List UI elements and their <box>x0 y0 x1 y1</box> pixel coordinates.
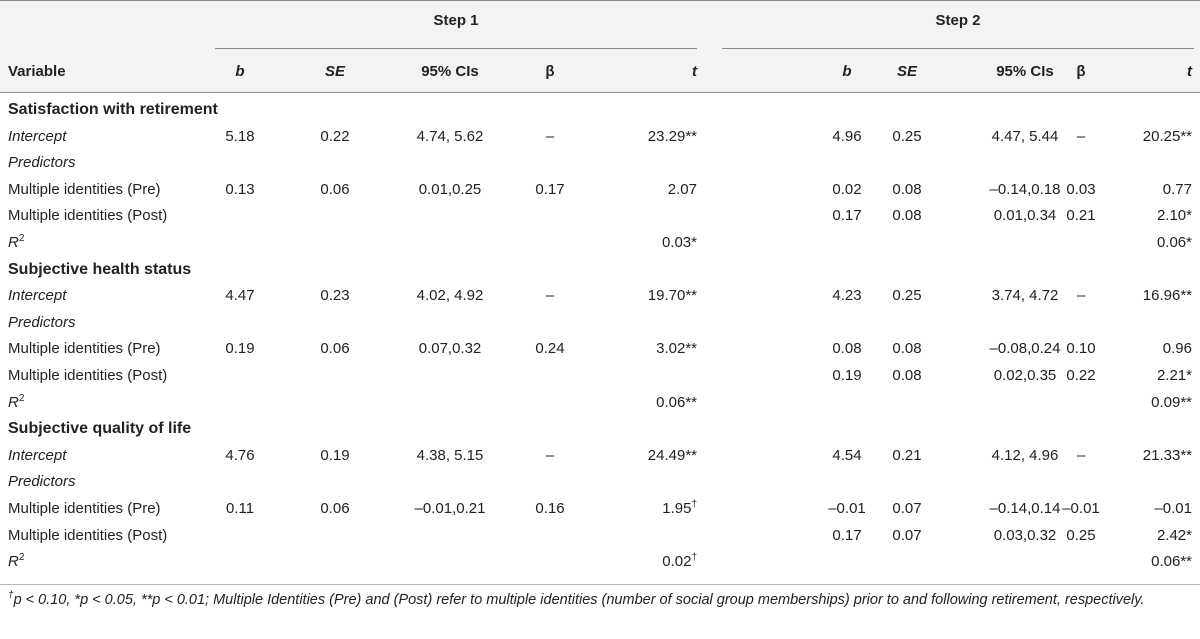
row-label: Multiple identities (Pre) <box>8 340 161 357</box>
step1-col-header-0: b <box>235 63 245 80</box>
table-cell: –0.14,0.18 <box>989 181 1061 198</box>
row-label: Intercept <box>8 128 67 145</box>
table-cell: 0.77 <box>1162 181 1192 198</box>
table-cell: 2.21* <box>1156 367 1192 384</box>
table-cell: 0.08 <box>892 367 922 384</box>
table-cell: 0.06 <box>320 181 350 198</box>
table-cell: 0.01,0.25 <box>418 181 482 198</box>
table-cell: 0.16 <box>535 500 565 517</box>
row-label: $R^2$ <box>8 233 25 251</box>
table-cell: 0.21 <box>1066 207 1096 224</box>
table-cell: 0.01,0.34 <box>993 207 1057 224</box>
table-row <box>0 336 1200 362</box>
table-cell: 0.10 <box>1066 340 1096 357</box>
table-cell: 4.96 <box>832 128 862 145</box>
row-label: Predictors <box>8 154 76 171</box>
section-title-row <box>0 416 1200 442</box>
table-cell: – <box>545 128 555 145</box>
step2-underline <box>722 48 1194 49</box>
step-header-row <box>0 8 1200 34</box>
table-cell: 0.25 <box>892 287 922 304</box>
table-row <box>0 363 1200 389</box>
table-cell: 0.23 <box>320 287 350 304</box>
step2-col-header-1: SE <box>896 63 917 80</box>
table-cell: 0.06** <box>656 394 697 411</box>
table-cell: 0.08 <box>892 181 922 198</box>
table-cell: 0.17 <box>832 207 862 224</box>
table-cell: 0.21 <box>892 447 922 464</box>
table-cell: 4.23 <box>832 287 862 304</box>
table-cell: 1.95† <box>662 499 697 517</box>
table-cell: – <box>1076 447 1086 464</box>
table-cell: – <box>545 287 555 304</box>
column-header-row <box>0 59 1200 85</box>
table-cell: 0.22 <box>1066 367 1096 384</box>
table-cell: 2.07 <box>667 181 697 198</box>
table-cell: 0.19 <box>225 340 255 357</box>
step1-col-header-4: t <box>692 63 697 80</box>
table-cell: 3.74, 4.72 <box>991 287 1059 304</box>
table-row <box>0 310 1200 336</box>
table-cell: 4.47 <box>225 287 255 304</box>
step1-header: Step 1 <box>433 12 479 29</box>
table-cell: 0.06** <box>1151 553 1192 570</box>
table-row <box>0 177 1200 203</box>
table-cell: 3.02** <box>656 340 697 357</box>
table-cell: –0.01 <box>1154 500 1192 517</box>
table-cell: 0.25 <box>1066 527 1096 544</box>
table-cell: 0.06* <box>1156 234 1192 251</box>
table-cell: 4.74, 5.62 <box>416 128 484 145</box>
table-cell: –0.14,0.14 <box>989 500 1061 517</box>
table-row <box>0 124 1200 150</box>
step1-col-header-3: β <box>545 63 555 80</box>
table-row <box>0 549 1200 575</box>
variable-column-header: Variable <box>8 63 66 80</box>
table-cell: 16.96** <box>1142 287 1192 304</box>
step2-col-header-3: β <box>1076 63 1086 80</box>
row-label: $R^2$ <box>8 552 25 570</box>
step1-col-header-2: 95% CIs <box>421 63 479 80</box>
table-row <box>0 443 1200 469</box>
table-row <box>0 469 1200 495</box>
table-cell: 0.08 <box>832 340 862 357</box>
section-title-row <box>0 97 1200 123</box>
step1-underline <box>215 48 697 49</box>
table-cell: 5.18 <box>225 128 255 145</box>
row-label: Predictors <box>8 314 76 331</box>
section-title: Subjective health status <box>8 261 192 278</box>
row-label: $R^2$ <box>8 393 25 411</box>
table-cell: –0.01,0.21 <box>414 500 486 517</box>
row-label: Multiple identities (Pre) <box>8 500 161 517</box>
table-cell: 0.17 <box>832 527 862 544</box>
table-bottom-rule <box>0 584 1200 585</box>
table-row <box>0 283 1200 309</box>
table-row <box>0 230 1200 256</box>
table-cell: 24.49** <box>647 447 697 464</box>
step2-header: Step 2 <box>935 12 981 29</box>
table-cell: –0.01 <box>828 500 866 517</box>
table-cell: – <box>1076 287 1086 304</box>
row-label: Multiple identities (Post) <box>8 367 168 384</box>
table-cell: 0.02,0.35 <box>993 367 1057 384</box>
table-cell: 0.08 <box>892 207 922 224</box>
step2-col-header-4: t <box>1187 63 1192 80</box>
section-title: Subjective quality of life <box>8 420 192 437</box>
table-cell: 23.29** <box>647 128 697 145</box>
header-bottom-rule <box>0 92 1200 93</box>
table-cell: 4.38, 5.15 <box>416 447 484 464</box>
table-cell: 0.06 <box>320 500 350 517</box>
table-cell: 0.08 <box>892 340 922 357</box>
table-cell: 21.33** <box>1142 447 1192 464</box>
table-row <box>0 203 1200 229</box>
table-cell: 0.03 <box>1066 181 1096 198</box>
row-label: Multiple identities (Post) <box>8 207 168 224</box>
table-cell: 0.03,0.32 <box>993 527 1057 544</box>
table-cell: 0.11 <box>225 500 255 517</box>
table-cell: 0.24 <box>535 340 565 357</box>
table-cell: 0.96 <box>1162 340 1192 357</box>
table-cell: –0.01 <box>1062 500 1100 517</box>
table-cell: 0.13 <box>225 181 255 198</box>
table-cell: 0.09** <box>1151 394 1192 411</box>
row-label: Intercept <box>8 287 67 304</box>
table-cell: 4.76 <box>225 447 255 464</box>
table-cell: 4.12, 4.96 <box>991 447 1059 464</box>
table-row <box>0 523 1200 549</box>
step1-col-header-1: SE <box>324 63 345 80</box>
table-cell: 0.17 <box>535 181 565 198</box>
table-cell: 0.07,0.32 <box>418 340 482 357</box>
table-cell: 0.22 <box>320 128 350 145</box>
table-cell: 0.07 <box>892 500 922 517</box>
step2-col-header-2: 95% CIs <box>996 63 1054 80</box>
table-cell: 2.10* <box>1156 207 1192 224</box>
table-cell: 0.02 <box>832 181 862 198</box>
table-footnote: †p < 0.10, *p < 0.05, **p < 0.01; Multiple Identities (Pre) and (Post) refer to multiple identities (number of social group memberships) prior to and following retirement, respectively. <box>8 590 1145 608</box>
table-row <box>0 150 1200 176</box>
table-top-rule <box>0 0 1200 1</box>
table-cell: 4.54 <box>832 447 862 464</box>
step2-col-header-0: b <box>842 63 852 80</box>
table-row <box>0 496 1200 522</box>
table-row <box>0 390 1200 416</box>
row-label: Multiple identities (Post) <box>8 527 168 544</box>
table-cell: 0.25 <box>892 128 922 145</box>
table-cell: –0.08,0.24 <box>989 340 1061 357</box>
table-cell: 2.42* <box>1156 527 1192 544</box>
table-cell: 4.47, 5.44 <box>991 128 1059 145</box>
table-cell: 19.70** <box>647 287 697 304</box>
table-cell: – <box>1076 128 1086 145</box>
row-label: Intercept <box>8 447 67 464</box>
table-cell: 0.02† <box>662 552 697 570</box>
table-cell: – <box>545 447 555 464</box>
table-cell: 0.19 <box>320 447 350 464</box>
table-cell: 0.07 <box>892 527 922 544</box>
row-label: Predictors <box>8 473 76 490</box>
table-cell: 0.06 <box>320 340 350 357</box>
table-cell: 20.25** <box>1142 128 1192 145</box>
table-cell: 4.02, 4.92 <box>416 287 484 304</box>
section-title: Satisfaction with retirement <box>8 101 218 118</box>
row-label: Multiple identities (Pre) <box>8 181 161 198</box>
table-cell: 0.19 <box>832 367 862 384</box>
section-title-row <box>0 257 1200 283</box>
table-cell: 0.03* <box>661 234 697 251</box>
